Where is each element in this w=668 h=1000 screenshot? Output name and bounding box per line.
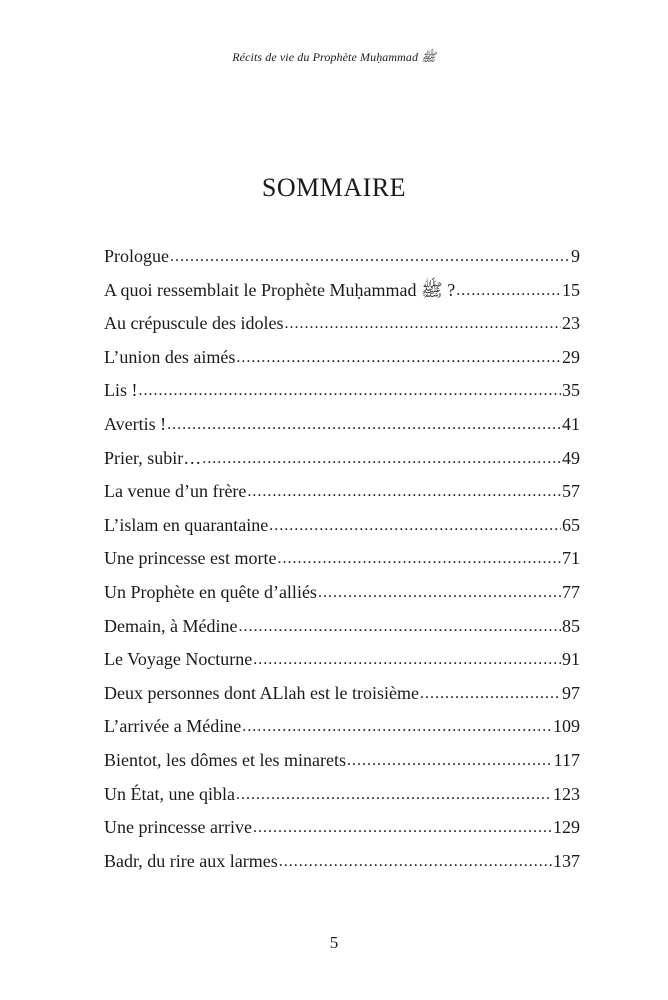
toc-entry-page: 109 (553, 716, 580, 737)
toc-dot-leader (202, 441, 561, 476)
toc-entry (104, 643, 580, 677)
toc-entry-label: L’arrivée a Médine (104, 716, 242, 737)
toc-entry-page: 91 (562, 649, 580, 670)
toc-entry-page: 15 (562, 279, 580, 300)
toc-entry-label: L’islam en quarantaine (104, 514, 269, 535)
toc-entry-page: 29 (562, 346, 580, 367)
toc-entry-label: Au crépuscule des idoles (104, 313, 284, 334)
toc-entry (104, 710, 580, 744)
toc-dot-leader (284, 306, 561, 341)
toc-dot-leader (236, 777, 552, 812)
toc-entry-page: 123 (553, 783, 580, 804)
toc-dot-leader (456, 273, 561, 308)
toc-dot-leader (167, 407, 561, 442)
toc-entry-label: Bientot, les dômes et les minarets (104, 749, 346, 770)
toc-entry-label: Avertis ! (104, 413, 167, 434)
toc-entry-label: Le Voyage Nocturne (104, 649, 253, 670)
toc-entry-page: 23 (562, 313, 580, 334)
toc-entry-page: 41 (562, 413, 580, 434)
toc-entry-label: Une princesse est morte (104, 548, 277, 569)
toc-entry (104, 240, 580, 274)
toc-entry-page: 65 (562, 514, 580, 535)
toc-dot-leader (420, 676, 561, 711)
toc-entry-label: Lis ! (104, 380, 138, 401)
toc-entry-page: 49 (562, 447, 580, 468)
toc-entry (104, 374, 580, 408)
toc-entry-page: 35 (562, 380, 580, 401)
toc-entry-label: Prologue (104, 246, 169, 266)
toc-dot-leader (170, 239, 570, 274)
toc-entry-page: 137 (553, 850, 580, 871)
toc-entry-label: Deux personnes dont ALlah est le troisième (104, 682, 419, 703)
toc-entry-page: 77 (562, 581, 580, 602)
toc-entry-label: Une princesse arrive (104, 817, 252, 838)
toc-entry (104, 509, 580, 543)
toc-entry-page: 97 (562, 682, 580, 703)
toc-dot-leader (277, 541, 561, 576)
toc-entry-label: A quoi ressemblait le Prophète Muḥammad ﷺ ? (104, 279, 456, 300)
toc-entry-label: La venue d’un frère (104, 481, 247, 502)
toc-entry (104, 408, 580, 442)
toc-entry-label: Demain, à Médine (104, 615, 238, 636)
toc-entry-page: 129 (553, 817, 580, 838)
page-title: SOMMAIRE (261, 173, 407, 202)
running-header: Récits de vie du Prophète Muḥammad ﷺ (232, 50, 436, 64)
toc-entry (104, 475, 580, 509)
toc-entry (104, 677, 580, 711)
toc-entry (104, 811, 580, 845)
toc-dot-leader (253, 642, 561, 677)
toc-dot-leader (242, 709, 552, 744)
toc-entry (104, 845, 580, 879)
toc-entry (104, 274, 580, 308)
toc-entry-label: Un Prophète en quête d’alliés (104, 581, 317, 602)
toc-dot-leader (318, 575, 561, 610)
toc-entry-page: 117 (553, 749, 580, 770)
toc-entry (104, 610, 580, 644)
toc-dot-leader (253, 810, 552, 845)
toc-entry-label: Un État, une qibla (104, 783, 235, 804)
toc-entry (104, 307, 580, 341)
toc-entry-label: Badr, du rire aux larmes (104, 850, 278, 871)
toc-dot-leader (236, 340, 561, 375)
toc-dot-leader (279, 844, 552, 879)
toc-entry (104, 542, 580, 576)
toc-entry-label: L’union des aimés (104, 346, 236, 367)
toc-entry (104, 442, 580, 476)
toc-entry (104, 744, 580, 778)
toc-entry-page: 85 (562, 615, 580, 636)
toc-dot-leader (247, 474, 561, 509)
toc-entry-page: 57 (562, 481, 580, 502)
toc-entry (104, 778, 580, 812)
toc-entry-label: Prier, subir… (104, 447, 202, 468)
toc-dot-leader (347, 743, 553, 778)
toc-entry-page: 9 (571, 246, 580, 266)
toc-dot-leader (238, 609, 561, 644)
toc-entry-page: 71 (562, 548, 580, 569)
table-of-contents (104, 240, 580, 878)
toc-entry (104, 341, 580, 375)
toc-dot-leader (139, 373, 562, 408)
toc-entry (104, 576, 580, 610)
toc-dot-leader (269, 508, 561, 543)
page-number: 5 (329, 933, 339, 952)
